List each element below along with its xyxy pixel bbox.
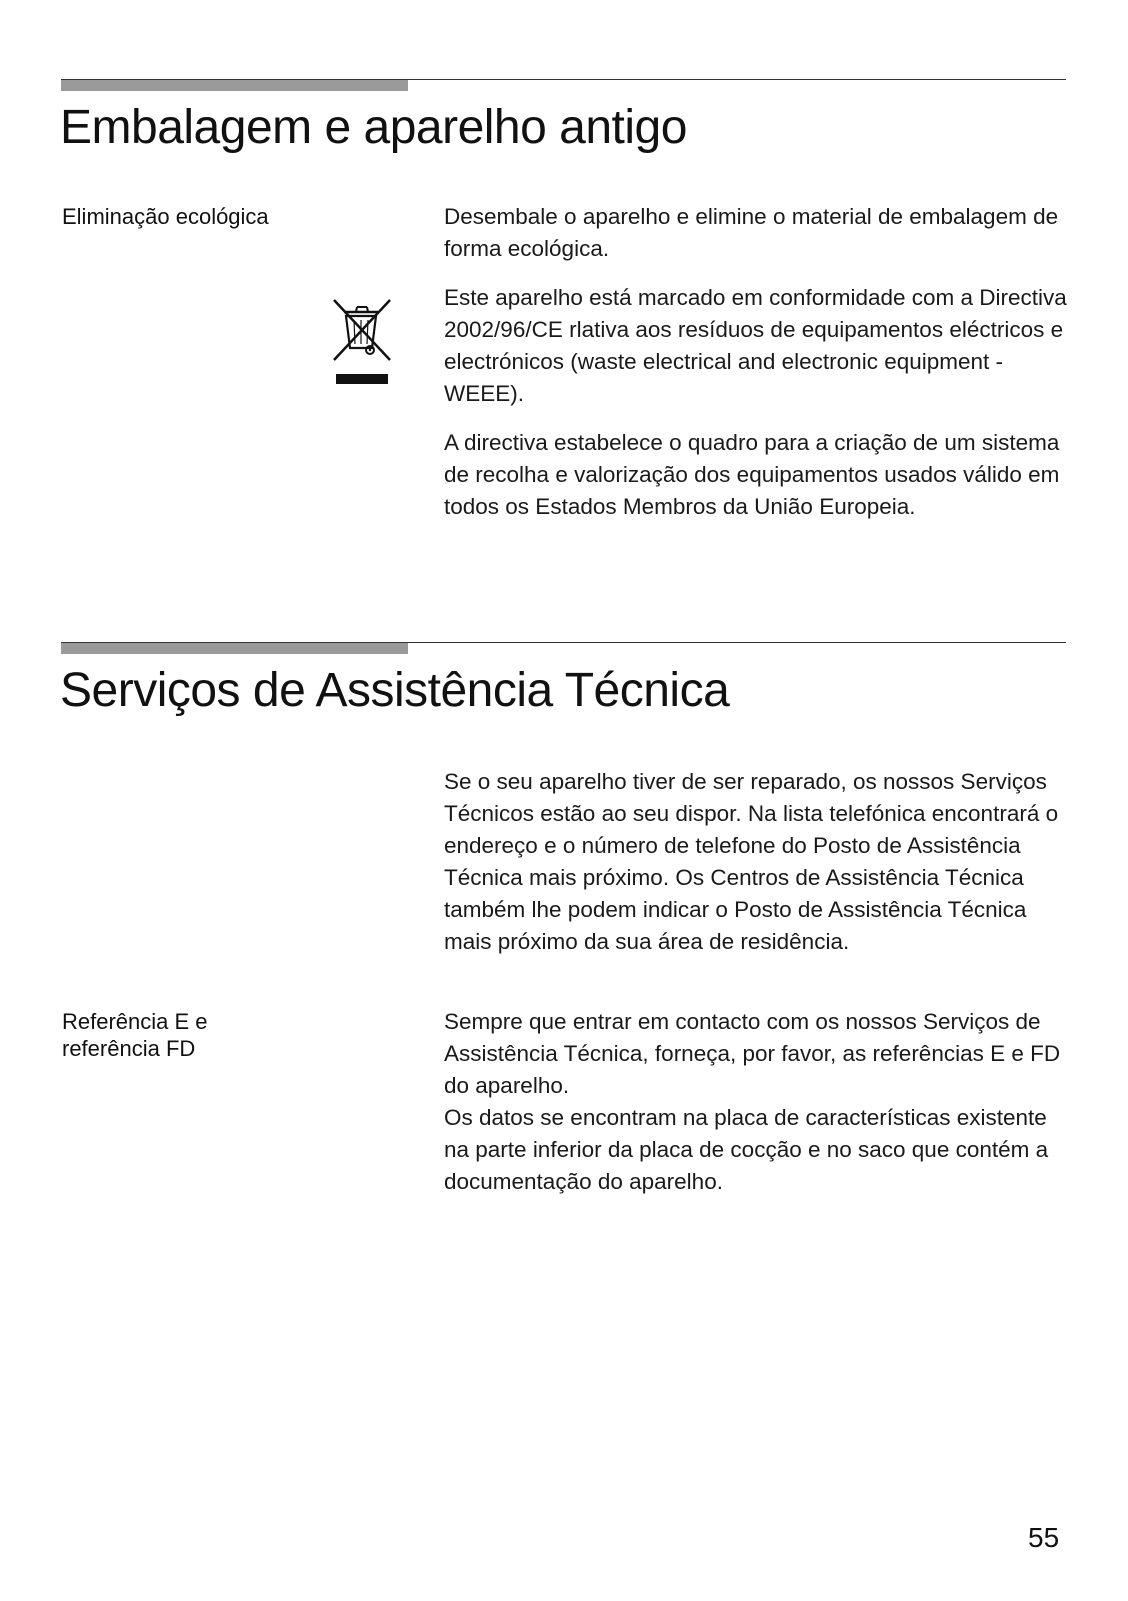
- referencia-label: [62, 1008, 392, 1062]
- paragraph-quadro-recolha: A directiva estabelece o quadro para a criação de um sistema de recolha e valorização dos equipamentos usados válido em todos os Estados Membros da União Europeia.: [444, 430, 1060, 519]
- paragraph-placa-caracteristicas: Os datos se encontram na placa de características existente na parte inferior da placa de cocção e no saco que contém a documentação do aparelho.: [444, 1105, 1049, 1194]
- section-2-rule-bar: [61, 643, 408, 654]
- crossed-out-wheelie-bin-icon: [330, 298, 394, 392]
- section-2-intro: [444, 766, 1074, 958]
- section-1-body: [444, 201, 1074, 523]
- eliminacao-label: Eliminação ecológica: [62, 204, 269, 229]
- section-2-title: Serviços de Assistência Técnica: [60, 664, 730, 717]
- paragraph-referencias: Sempre que entrar em contacto com os nossos Serviços de Assistência Técnica, forneça, por favor, as referências E e FD do aparelho.: [444, 1009, 1061, 1098]
- paragraph-desembale: Desembale o aparelho e elimine o material de embalagem de forma ecológica.: [444, 204, 1059, 261]
- page-number: 55: [1028, 1522, 1060, 1553]
- section-1-rule-bar: [61, 80, 408, 91]
- paragraph-servicos-intro: Se o seu aparelho tiver de ser reparado, os nossos Serviços Técnicos estão ao seu dispor. Na lista telefónica encontrará o endereço e o número de telefone do Posto de Assistência Técnica mais próximo. Os Centros de Assistência Técnica também lhe podem indicar o Posto de Assistência Técnica mais próximo da sua área de residência.: [444, 769, 1059, 954]
- section-2-reference: [444, 1006, 1074, 1198]
- paragraph-directiva-weee: Este aparelho está marcado em conformidade com a Directiva 2002/96/CE rlativa aos resíduos de equipamentos eléctricos e electrónicos (waste electrical and electronic equipment - WEEE).: [444, 285, 1067, 406]
- section-1-title: Embalagem e aparelho antigo: [60, 101, 687, 154]
- referencia-label-line-1: Referência E e: [62, 1009, 208, 1034]
- referencia-label-line-2: referência FD: [62, 1036, 196, 1061]
